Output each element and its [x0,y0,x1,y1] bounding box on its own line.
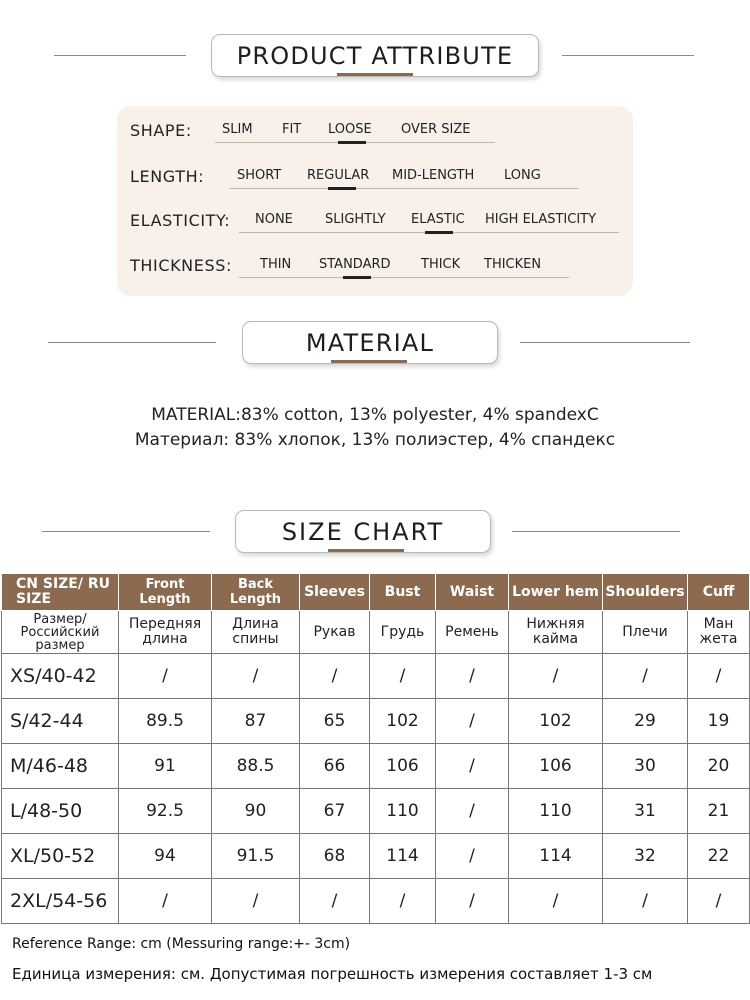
attr-selected-marker [338,141,366,144]
measurement-cell: 102 [509,699,603,744]
attribute-left-rule [54,55,186,56]
ru-header-cell: Ремень [436,611,509,654]
measurement-cell: 65 [300,699,370,744]
attribute-right-rule [562,55,694,56]
measurement-cell: / [436,879,509,924]
measurement-cell: / [436,834,509,879]
header-cell: Waist [436,574,509,611]
header-cell: Front Length [119,574,212,611]
attribute-title-accent [337,73,413,76]
attr-option: SLIM [222,122,253,137]
attr-option: FIT [282,122,302,137]
measurement-cell: / [212,879,300,924]
measurement-cell: 31 [603,789,688,834]
ru-header-cell: Нижняя кайма [509,611,603,654]
attr-option: STANDARD [319,257,391,272]
measurement-cell: 114 [509,834,603,879]
header-cell: CN SIZE/ RU SIZE [2,574,119,611]
ru-header-cell: Размер/ Российский размер [2,611,119,654]
size-chart-title [235,510,491,553]
size-left-rule [42,531,210,532]
reference-range-note: Reference Range: cm (Messuring range:+- 3cm) [12,936,351,952]
measurement-cell: 110 [509,789,603,834]
size-chart-title-accent [328,549,404,552]
measurement-cell: 91.5 [212,834,300,879]
attr-option: THICK [421,257,461,272]
measurement-cell: 22 [688,834,750,879]
measurement-cell: 67 [300,789,370,834]
size-cell: M/46-48 [2,744,119,789]
measurement-cell: / [370,654,436,699]
measurement-cell: 87 [212,699,300,744]
attr-option: ELASTIC [411,212,465,227]
table-row [2,699,750,744]
attribute-title [211,34,539,77]
attr-row-line [229,188,579,189]
header-cell: Shoulders [603,574,688,611]
measurement-cell: / [509,654,603,699]
table-header-row [2,574,750,611]
material-title-accent [331,360,407,363]
measurement-cell: 29 [603,699,688,744]
header-cell: Sleeves [300,574,370,611]
measurement-cell: 92.5 [119,789,212,834]
attr-option: SHORT [237,168,282,183]
attribute-panel [117,106,633,296]
measurement-cell: 110 [370,789,436,834]
attr-label-elasticity: ELASTICITY: [130,211,231,230]
attr-selected-marker [328,187,356,190]
size-cell: 2XL/54-56 [2,879,119,924]
attr-option: HIGH ELASTICITY [485,212,597,227]
measurement-cell: 89.5 [119,699,212,744]
measurement-cell: 32 [603,834,688,879]
attr-label-shape: SHAPE: [130,121,192,140]
attr-option: THICKEN [484,257,542,272]
measurement-cell: / [603,879,688,924]
material-title [242,321,498,364]
material-right-rule [520,342,690,343]
attr-option: LONG [504,168,541,183]
measurement-cell: / [436,699,509,744]
attribute-title-text: PRODUCT ATTRIBUTE [236,41,514,70]
header-cell: Cuff [688,574,750,611]
size-right-rule [512,531,680,532]
measurement-cell: / [436,654,509,699]
measurement-cell: / [212,654,300,699]
ru-header-cell: Грудь [370,611,436,654]
measurement-cell: 91 [119,744,212,789]
ru-header-cell: Длина спины [212,611,300,654]
measurement-cell: 20 [688,744,750,789]
measurement-cell: 88.5 [212,744,300,789]
measurement-cell: 94 [119,834,212,879]
header-cell: Back Length [212,574,300,611]
size-cell: S/42-44 [2,699,119,744]
material-left-rule [48,342,216,343]
measurement-cell: / [436,744,509,789]
measurement-cell: 114 [370,834,436,879]
size-cell: XS/40-42 [2,654,119,699]
measurement-cell: / [436,789,509,834]
measurement-cell: 106 [509,744,603,789]
attr-row-line [239,277,569,278]
attr-option: OVER SIZE [401,122,471,137]
measurement-cell: 30 [603,744,688,789]
material-english: MATERIAL:83% cotton, 13% polyester, 4% spandexC [151,405,599,425]
header-cell: Bust [370,574,436,611]
table-row [2,879,750,924]
measurement-cell: 66 [300,744,370,789]
attr-option: SLIGHTLY [325,212,386,227]
measurement-cell: / [300,879,370,924]
measurement-note-russian: Единица измерения: см. Допустимая погрешность измерения составляет 1-3 см [12,965,653,983]
measurement-cell: / [688,654,750,699]
material-title-text: MATERIAL [305,328,435,357]
ru-header-cell: Рукав [300,611,370,654]
attr-option: NONE [255,212,293,227]
measurement-cell: 21 [688,789,750,834]
material-russian: Материал: 83% хлопок, 13% полиэстер, 4% спандекс [134,430,616,450]
measurement-cell: / [603,654,688,699]
attr-label-thickness: THICKNESS: [130,256,232,275]
attr-selected-marker [425,231,453,234]
ru-header-cell: Плечи [603,611,688,654]
table-row [2,744,750,789]
measurement-cell: 106 [370,744,436,789]
ru-header-cell: Ман жета [688,611,750,654]
attr-option: THIN [260,257,292,272]
ru-header-cell: Передняя длина [119,611,212,654]
header-cell: Lower hem [509,574,603,611]
table-row [2,654,750,699]
measurement-cell: / [688,879,750,924]
attr-label-length: LENGTH: [130,167,205,186]
measurement-cell: / [509,879,603,924]
table-ru-header-row [2,611,750,654]
attr-option: LOOSE [328,122,372,137]
measurement-cell: 68 [300,834,370,879]
measurement-cell: / [300,654,370,699]
measurement-cell: 19 [688,699,750,744]
measurement-cell: / [370,879,436,924]
attr-option: MID-LENGTH [392,168,475,183]
measurement-cell: 90 [212,789,300,834]
measurement-cell: 102 [370,699,436,744]
size-chart-table [1,573,750,924]
table-row [2,789,750,834]
attr-selected-marker [343,276,371,279]
attr-option: REGULAR [307,168,370,183]
size-chart-title-text: SIZE CHART [281,517,445,546]
measurement-cell: / [119,654,212,699]
size-cell: L/48-50 [2,789,119,834]
table-row [2,834,750,879]
measurement-cell: / [119,879,212,924]
size-cell: XL/50-52 [2,834,119,879]
